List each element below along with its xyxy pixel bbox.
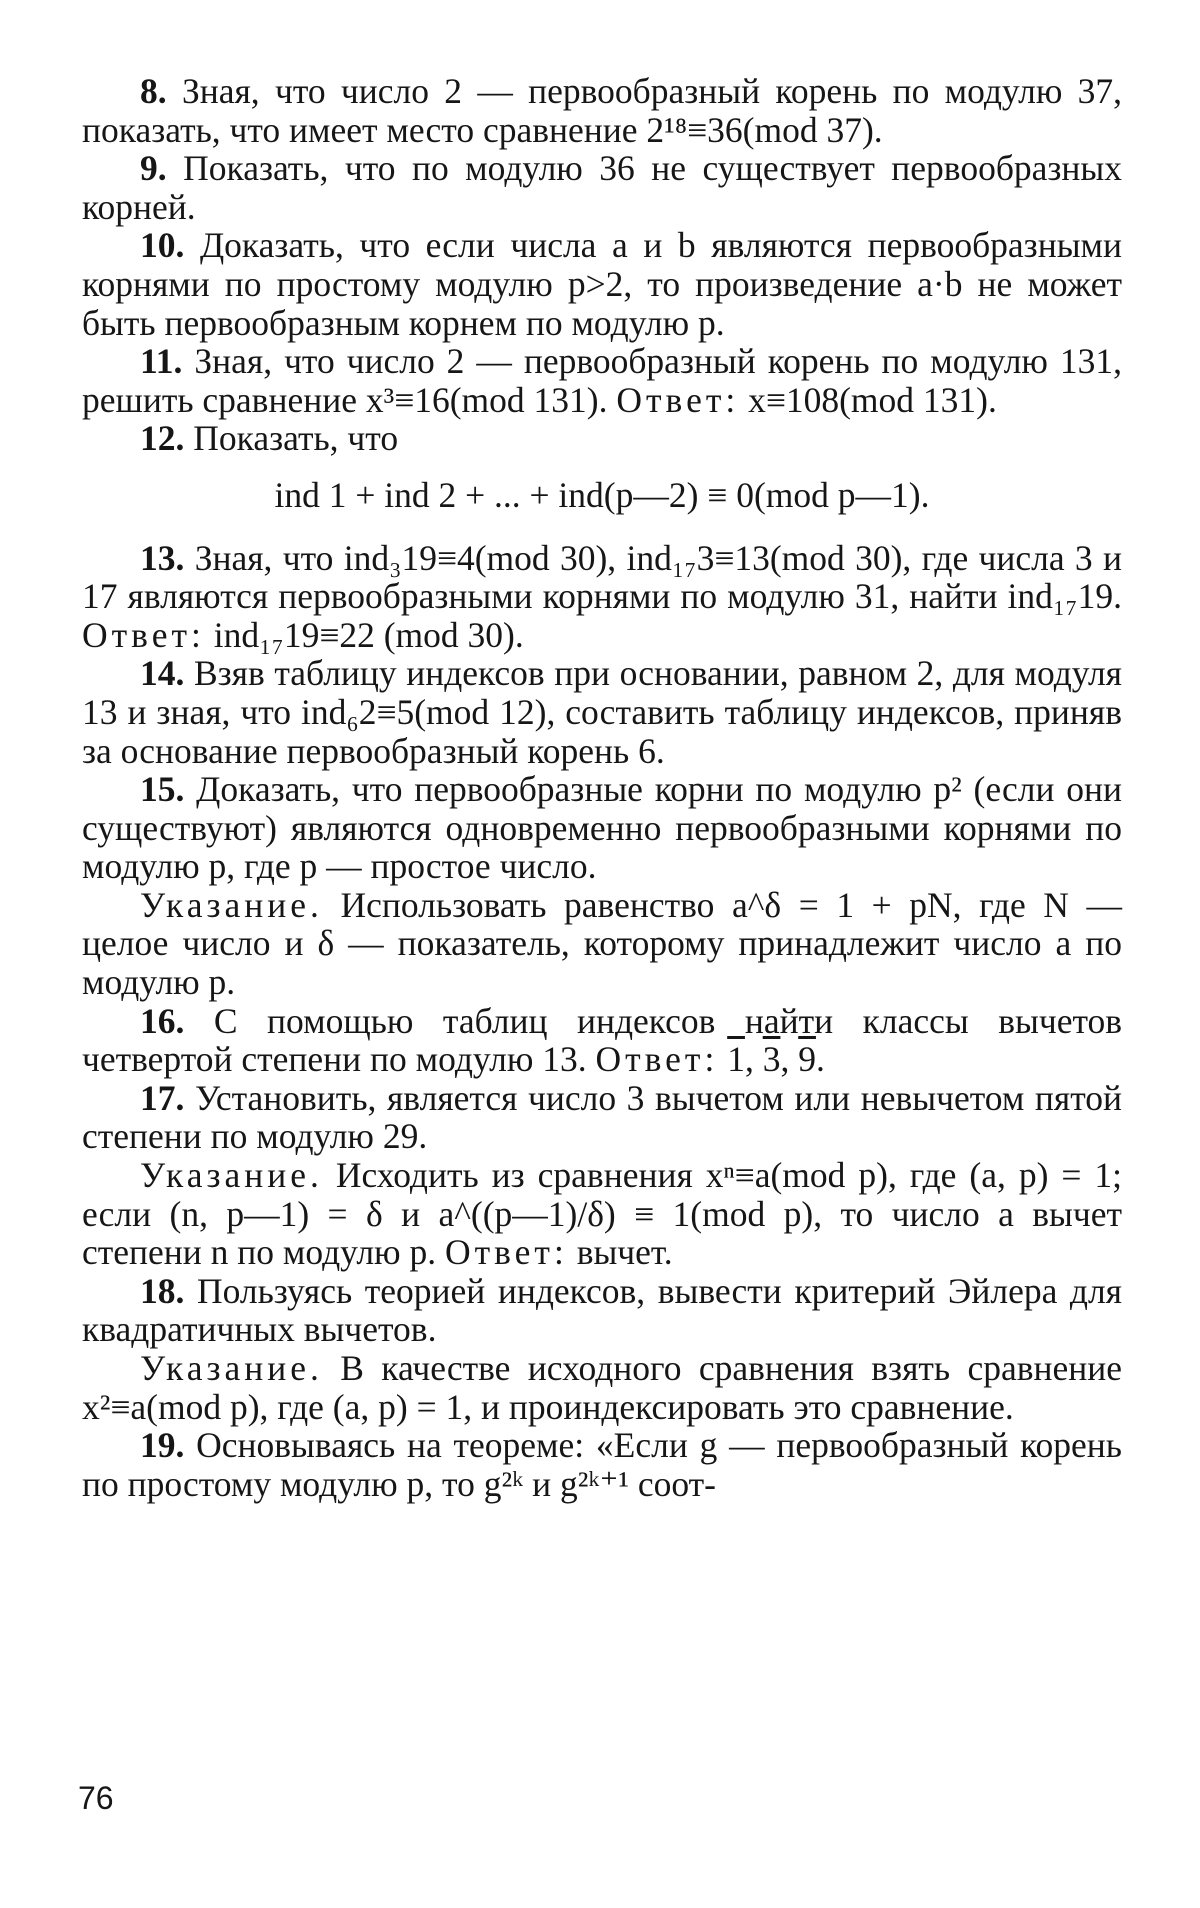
answer: x≡108(mod 131). (748, 379, 997, 420)
problem-19 (82, 1426, 1122, 1503)
problem-text: Показать, что (193, 418, 399, 459)
problem-number: 17. (140, 1077, 185, 1118)
residue-class-9: 9 (798, 1039, 816, 1080)
problem-text: Пользуясь теорией индексов, вывести критерий Эйлера для квадратичных вычетов. (82, 1270, 1122, 1350)
answer-label: Ответ: (444, 1232, 568, 1273)
hint-text: Исходить из сравнения xⁿ≡a(mod p), где (a, p) = 1; если (n, p—1) = δ и a^((p—1)/δ) ≡ 1(mod p), то число a вычет степени n по модулю p. (82, 1155, 1122, 1273)
problem-18 (82, 1272, 1122, 1349)
problem-9 (82, 149, 1122, 226)
problem-number: 15. (140, 769, 185, 810)
problem-number: 12. (140, 418, 185, 459)
problem-15 (82, 770, 1122, 886)
page-number: 76 (78, 1780, 114, 1816)
problem-number: 18. (140, 1270, 185, 1311)
problem-text: Доказать, что если числа a и b являются первообразными корнями по простому модулю p>2, то произведение a·b не может быть первообразным корнем по модулю p. (82, 225, 1123, 343)
hint-17 (82, 1156, 1122, 1272)
problem-text: Зная, что ind₃19≡4(mod 30), ind₁₇3≡13(mod 30), где числа 3 и 17 являются первообразными корнями по модулю 31, найти ind₁₇19. (82, 537, 1122, 617)
residue-class-3: 3 (762, 1039, 781, 1080)
problem-number: 8. (140, 71, 167, 111)
answer: ind₁₇19≡22 (mod 30). (213, 614, 524, 655)
problem-number: 11. (140, 341, 183, 382)
page-text (82, 72, 1122, 1503)
problem-13 (82, 539, 1122, 655)
problem-text: Основываясь на теореме: «Если g — первообразный корень по простому модулю p, то g²ᵏ и g²ᵏ⁺¹ соот- (82, 1425, 1122, 1504)
problem-17 (82, 1079, 1122, 1156)
hint-label: Указание. (140, 1348, 323, 1388)
problem-text: Доказать, что первообразные корни по модулю p² (если они существуют) являются одновременно первообразными корнями по модулю p, где p — простое число. (82, 769, 1123, 887)
problem-16: 16. С помощью таблиц индексов найти классы вычетов четвертой степени по модулю 13. Ответ: 1, 3, 9. (82, 1000, 1123, 1080)
formula-ind-sum: ind 1 + ind 2 + ... + ind(p—2) ≡ 0(mod p—1). (274, 474, 930, 515)
answer-label: Ответ: (616, 379, 740, 420)
answer-label: Ответ: (595, 1039, 719, 1080)
problem-text: Установить, является число 3 вычетом или невычетом пятой степени по модулю 29. (82, 1077, 1122, 1157)
problem-8 (82, 72, 1122, 149)
problem-text: Взяв таблицу индексов при основании, равном 2, для модуля 13 и зная, что ind₆2≡5(mod 12), составить таблицу индексов, приняв за основание первообразный корень 6. (82, 653, 1122, 771)
problem-text: Зная, что число 2 — первообразный корень по модулю 37, показать, что имеет место сравнение 2¹⁸≡36(mod 37). (82, 71, 1123, 150)
hint-text: В качестве исходного сравнения взять сравнение x²≡a(mod p), где (a, p) = 1, и проиндексировать это сравнение. (82, 1348, 1123, 1427)
hint-text: Использовать равенство a^δ = 1 + pN, где N — целое число и δ — показатель, которому принадлежит число a по модулю p. (82, 884, 1123, 1003)
problem-number: 9. (140, 148, 167, 189)
hint-15 (82, 886, 1122, 1002)
problem-text: Показать, что по модулю 36 не существует первообразных корней. (82, 148, 1123, 227)
hint-label: Указание. (140, 1155, 323, 1196)
problem-number: 19. (140, 1425, 185, 1466)
problem-number: 13. (140, 537, 185, 578)
problem-text: Зная, что число 2 — первообразный корень по модулю 131, решить сравнение x³≡16(mod 131). (82, 341, 1123, 420)
problem-10 (82, 226, 1122, 342)
answer-label: Ответ: (82, 614, 205, 655)
problem-number: 10. (140, 225, 185, 266)
problem-11 (82, 342, 1122, 419)
answer: вычет. (576, 1232, 673, 1273)
problem-12 (82, 419, 1122, 458)
problem-14 (82, 654, 1122, 770)
residue-class-1: 1 (727, 1039, 745, 1080)
hint-label: Указание. (140, 884, 323, 925)
problem-number: 14. (140, 653, 185, 694)
problem-number: 16. (140, 1000, 185, 1041)
problem-text: С помощью таблиц индексов найти классы вычетов четвертой степени по модулю 13. (82, 1000, 1123, 1080)
hint-18 (82, 1349, 1122, 1426)
